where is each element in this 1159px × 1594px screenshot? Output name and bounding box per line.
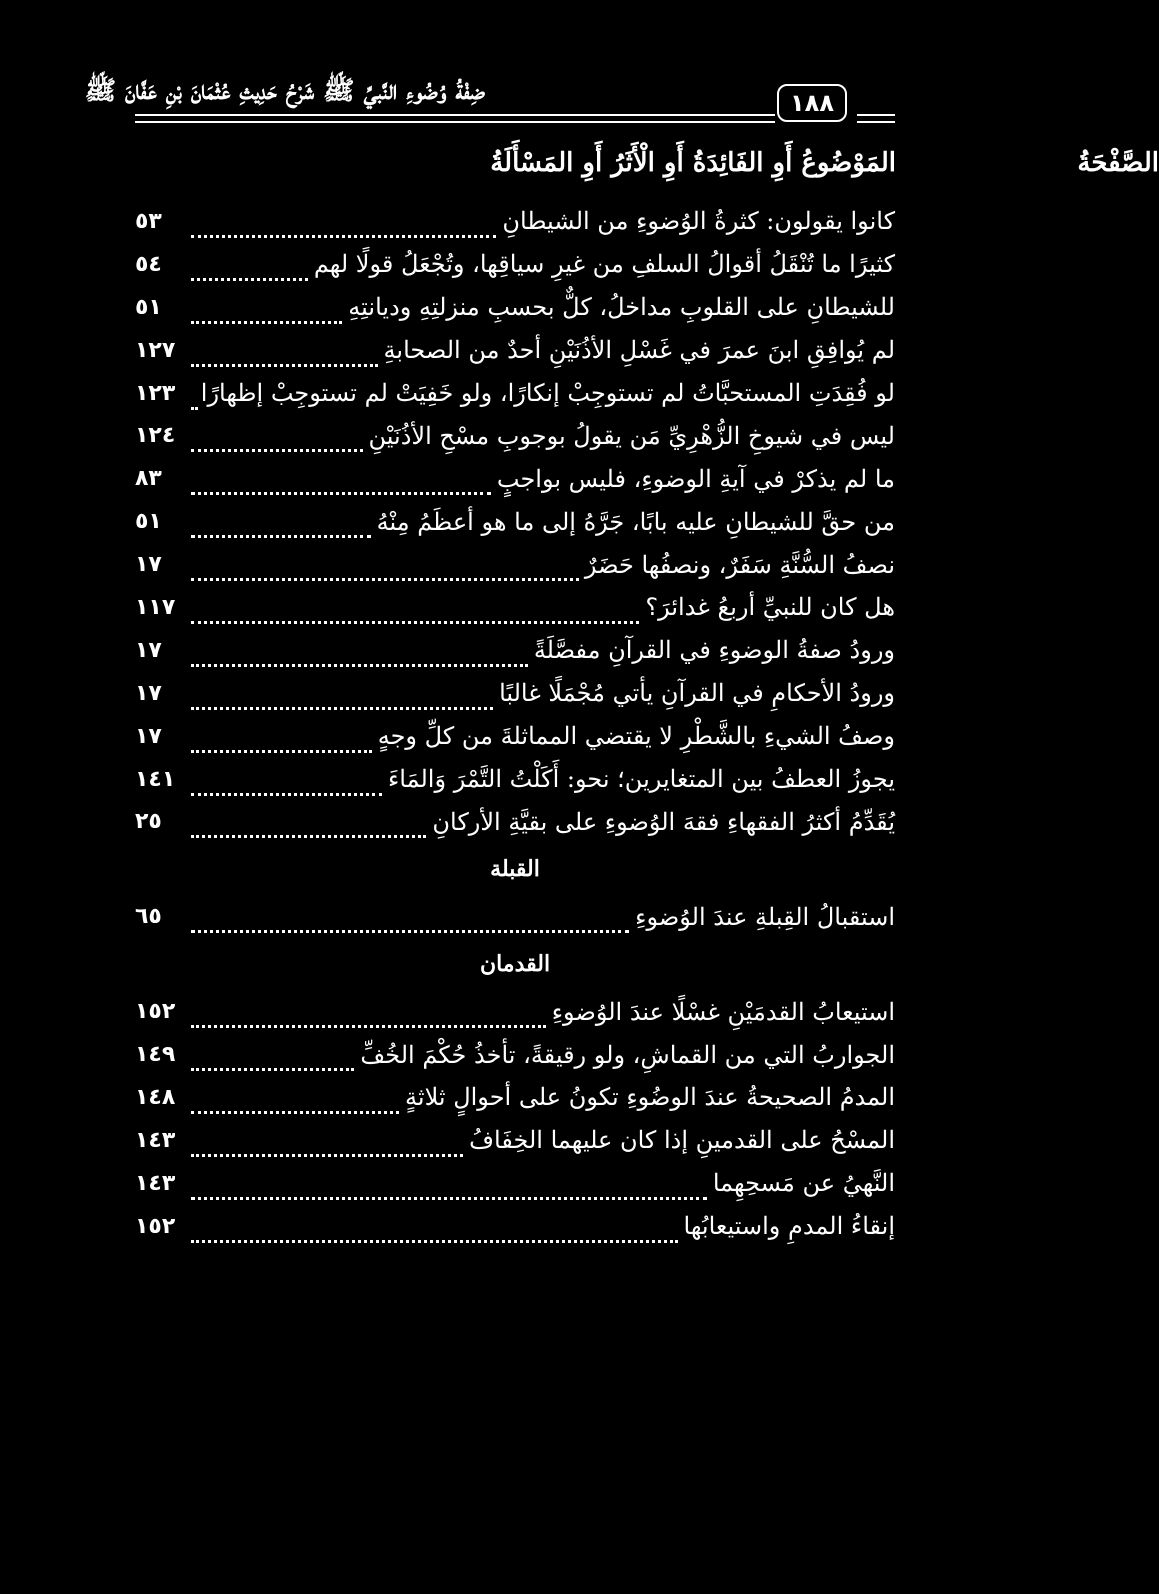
- page-number: ١٨٨: [777, 84, 847, 122]
- entry-page: ١٧: [135, 552, 162, 578]
- entry-page: ١٤١: [135, 766, 176, 792]
- entry-text: كثيرًا ما تُنْقَلُ أقوالُ السلفِ من غيرِ سياقِها، وتُجْعَلُ قولًا لهم: [313, 250, 895, 279]
- entry-page: ١٢٤: [135, 423, 176, 449]
- index-entry: [135, 629, 895, 672]
- leader-dots: [191, 1089, 399, 1114]
- index-entry: [135, 372, 895, 415]
- entry-text: وصفُ الشيءِ بالشَّطْرِ لا يقتضي المماثلةَ من كلِّ وجهٍ: [377, 722, 895, 751]
- section-heading: القبلة: [490, 856, 540, 883]
- entry-text: لو فُقِدَتِ المستحبَّاتُ لم تستوجِبْ إنكارًا، ولو خَفِيَتْ لم تستوجِبْ إظهارًا: [200, 379, 895, 407]
- entry-page: ١٥٢: [135, 1213, 176, 1239]
- section-heading: القدمان: [479, 951, 551, 978]
- index-entry: [135, 1162, 895, 1205]
- entry-page: ١٧: [135, 637, 162, 663]
- index-entry: [135, 1119, 895, 1162]
- leader-dots: [191, 1175, 707, 1200]
- index-entry: [135, 672, 895, 715]
- entry-page: ١٧: [135, 723, 162, 749]
- entry-page: ١٢٣: [135, 380, 176, 406]
- index-entry: [135, 990, 895, 1033]
- entry-page: ١٤٣: [135, 1170, 176, 1196]
- column-title-page: الصَّفْحَةُ: [1077, 148, 1159, 178]
- entry-text: من حقَّ للشيطانِ عليه بابًا، جَرَّهُ إلى ما هو أعظَمُ مِنْهُ: [376, 507, 895, 536]
- entry-text: النَّهيُ عن مَسحِهِما: [712, 1169, 895, 1198]
- entry-page: ١٤٨: [135, 1084, 176, 1110]
- leader-dots: [191, 427, 363, 452]
- entry-text: يجوزُ العطفُ بين المتغايرين؛ نحو: أَكَلْتُ التَّمْرَ وَالمَاءَ: [388, 765, 895, 794]
- index-entry: [135, 329, 895, 372]
- entry-page: ١٥٢: [135, 999, 176, 1025]
- index-entry: [135, 758, 895, 801]
- page-header: [84, 70, 895, 130]
- entry-page: ١١٧: [135, 594, 176, 620]
- entry-text: ورودُ الأحكامِ في القرآنِ يأتي مُجْمَلًا غالبًا: [499, 679, 895, 708]
- index-entry: [135, 200, 895, 243]
- entry-text: إنقاءُ المدمِ واستيعابُها: [683, 1212, 895, 1241]
- entry-page: ٥١: [135, 509, 162, 535]
- entry-text: الجواربُ التي من القماشِ، ولو رقيقةً، تأخذُ حُكْمَ الخُفِّ: [360, 1040, 895, 1069]
- entry-page: ٢٥: [135, 809, 162, 835]
- entry-text: ما لم يذكرْ في آيةِ الوضوءِ، فليس بواجبٍ: [496, 464, 895, 493]
- entry-text: هل كان للنبيِّ أربعُ غدائرَ؟: [645, 593, 895, 622]
- leader-dots: [191, 342, 378, 367]
- leader-dots: [191, 299, 342, 324]
- leader-dots: [191, 1003, 546, 1028]
- header-rule: [135, 114, 775, 123]
- entry-text: المسْحُ على القدمينِ إذا كان عليهما الخِفَافُ: [469, 1126, 895, 1155]
- column-title-topic: المَوْضُوعُ أَوِ الفَائِدَةُ أَوِ الْأَثَرُ أَوِ المَسْأَلَةُ: [490, 148, 896, 178]
- book-title: ضِفْةُ وُضُوءِ النَّبيِّ ﷺ شَرْحُ حَدِيثِ عُثْمَانَ بْنِ عَفَّانَ ﷺ: [84, 76, 485, 106]
- entry-text: لم يُوافِقِ ابنَ عمرَ في غَسْلِ الأذُنَيْنِ أحدٌ من الصحابةِ: [383, 336, 895, 365]
- leader-dots: [191, 213, 496, 238]
- entry-text: كانوا يقولون: كثرةُ الوُضوءِ من الشيطانِ: [502, 207, 895, 236]
- index-entry: [135, 1033, 895, 1076]
- index-list: [135, 200, 895, 1248]
- index-entry: [135, 1076, 895, 1119]
- leader-dots: [191, 728, 372, 753]
- entry-text: يُقَدِّمُ أكثرُ الفقهاءِ فقهَ الوُضوءِ على بقيَّةِ الأركانِ: [432, 807, 895, 836]
- leader-dots: [191, 813, 426, 838]
- entry-page: ٨٣: [135, 466, 162, 492]
- entry-text: استقبالُ القِبلةِ عندَ الوُضوءِ: [635, 902, 895, 931]
- leader-dots: [191, 256, 308, 281]
- entry-text: استيعابُ القدمَيْنِ غسْلًا عندَ الوُضوءِ: [551, 997, 895, 1026]
- leader-dots: [191, 1218, 678, 1243]
- index-entry: [135, 500, 895, 543]
- entry-page: ٥٣: [135, 208, 162, 234]
- leader-dots: [191, 685, 493, 710]
- entry-page: ١٢٧: [135, 337, 176, 363]
- leader-dots: [191, 1132, 463, 1157]
- leader-dots: [191, 642, 528, 667]
- entry-text: المدمُ الصحيحةُ عندَ الوضُوءِ تكونُ على أحوالٍ ثلاثةٍ: [405, 1083, 895, 1112]
- index-entry: [135, 586, 895, 629]
- index-entry: [135, 243, 895, 286]
- index-entry: [135, 457, 895, 500]
- index-entry: [135, 286, 895, 329]
- entry-page: ١٤٣: [135, 1127, 176, 1153]
- index-entry: [135, 1205, 895, 1248]
- entry-text: ورودُ صفةُ الوضوءِ في القرآنِ مفصَّلَةً: [533, 636, 895, 665]
- entry-page: ٥٤: [135, 251, 162, 277]
- leader-dots: [191, 771, 382, 796]
- entry-page: ١٧: [135, 680, 162, 706]
- index-entry: [135, 800, 895, 843]
- leader-dots: [191, 385, 195, 410]
- entry-text: ليس في شيوخِ الزُّهْرِيِّ مَن يقولُ بوجوبِ مسْحِ الأذُنَيْنِ: [368, 421, 895, 450]
- leader-dots: [191, 599, 639, 624]
- entry-page: ٦٥: [135, 904, 162, 930]
- entry-page: ٥١: [135, 294, 162, 320]
- entry-text: نصفُ السُّنَّةِ سَفَرٌ، ونصفُها حَضَرٌ: [584, 550, 895, 579]
- leader-dots: [191, 556, 579, 581]
- header-rule-short: [857, 114, 895, 123]
- leader-dots: [191, 470, 491, 495]
- entry-text: للشيطانِ على القلوبِ مداخلُ، كلٌّ بحسبِ منزلتِهِ وديانتِهِ: [348, 293, 895, 322]
- entry-page: ١٤٩: [135, 1042, 176, 1068]
- index-entry: [135, 543, 895, 586]
- leader-dots: [191, 513, 371, 538]
- leader-dots: [191, 1046, 354, 1071]
- index-entry: [135, 414, 895, 457]
- index-entry: [135, 895, 895, 938]
- index-entry: [135, 715, 895, 758]
- leader-dots: [191, 908, 629, 933]
